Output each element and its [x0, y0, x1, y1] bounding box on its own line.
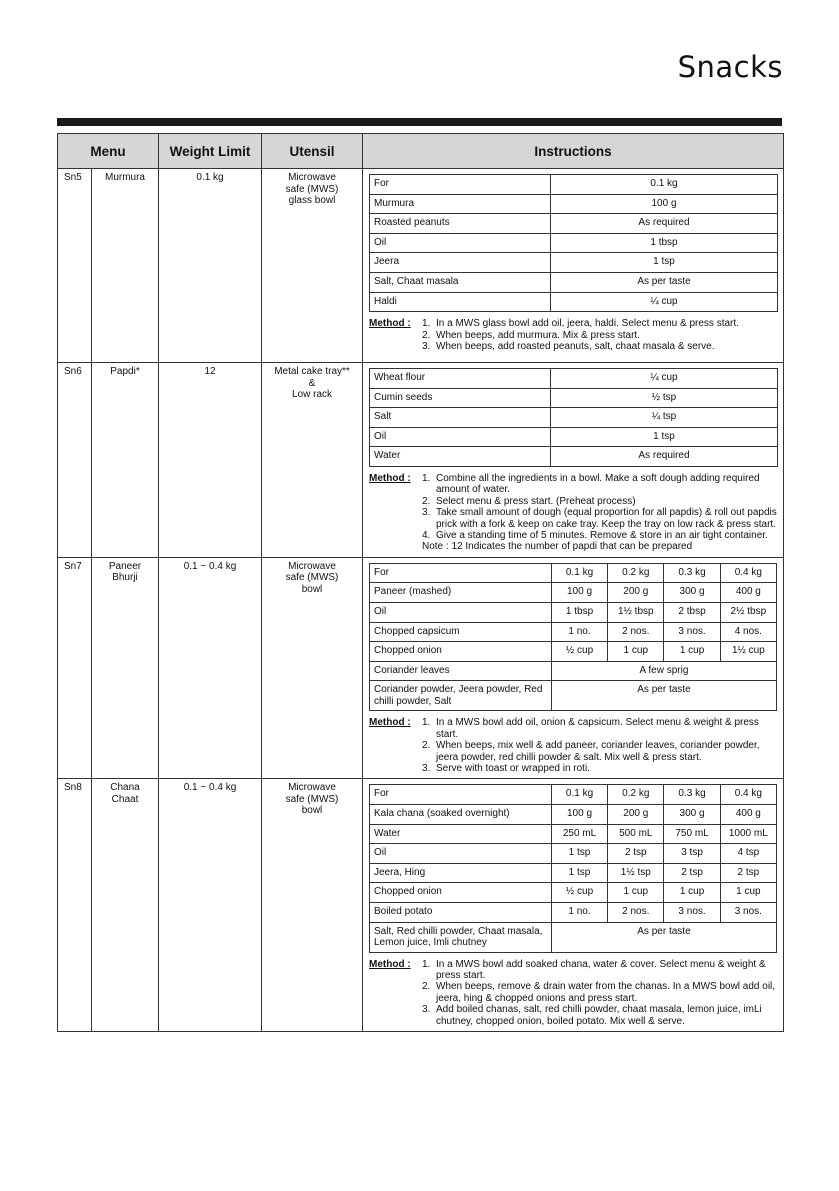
step-number: 2.: [422, 495, 431, 507]
utensil-line: bowl: [301, 583, 323, 595]
method-step: [422, 507, 778, 530]
method-step: [422, 473, 778, 496]
ingredient-name: Oil: [370, 603, 552, 623]
ingredient-row: [370, 214, 778, 234]
step-text: Take small amount of dough (equal proportion for all papdis) & roll out papdis prick with a fork & keep on cake tray. Keep the tray on low rack & press start.: [436, 507, 777, 530]
ingredient-row: [370, 681, 777, 711]
method-block: [369, 473, 778, 541]
step-number: 3.: [422, 507, 431, 519]
utensil-line: Low rack: [291, 389, 332, 400]
ingredient-amount: As per taste: [551, 681, 776, 711]
ingredient-amount: 0.3 kg: [664, 563, 720, 583]
ingredient-amount: 1 cup: [608, 883, 664, 903]
step-text: When beeps, add roasted peanuts, salt, chaat masala & serve.: [436, 340, 715, 352]
ingredient-amount: 1 no.: [551, 622, 607, 642]
recipe-code: Sn6: [58, 363, 92, 558]
ingredient-amount: 300 g: [664, 805, 720, 825]
ingredient-amount: ½ cup: [551, 642, 607, 662]
step-text: In a MWS glass bowl add oil, jeera, haldi. Select menu & press start.: [436, 318, 739, 330]
ingredient-name: Haldi: [370, 292, 551, 312]
step-number: 3.: [422, 1004, 431, 1016]
recipe-utensil: [262, 779, 363, 1032]
recipe-name-line: Paneer: [108, 560, 142, 572]
utensil-line: Microwave: [288, 782, 336, 794]
step-number: 1.: [422, 717, 431, 729]
ingredient-row: [370, 824, 777, 844]
ingredient-name: Kala chana (soaked overnight): [370, 805, 552, 825]
ingredient-amount: 1 tsp: [551, 253, 778, 273]
utensil-line: safe (MWS): [285, 183, 339, 195]
ingredients-table: [369, 784, 777, 952]
ingredient-name: Roasted peanuts: [370, 214, 551, 234]
ingredient-amount: 2½ tbsp: [720, 603, 776, 623]
ingredient-row: [370, 253, 778, 273]
ingredient-amount: 2 tsp: [608, 844, 664, 864]
ingredient-row: [370, 369, 778, 389]
utensil-line: glass bowl: [288, 195, 336, 206]
ingredient-amount: 1 tsp: [551, 427, 778, 447]
ingredient-amount: ½ tsp: [551, 388, 778, 408]
ingredient-amount: 1 cup: [720, 883, 776, 903]
recipe-table: [57, 133, 784, 1032]
method-step: [422, 330, 778, 341]
utensil-line: Microwave: [288, 172, 336, 183]
ingredient-name: Water: [370, 447, 551, 467]
ingredient-amount: 1 cup: [664, 642, 720, 662]
ingredient-row: [370, 408, 778, 428]
ingredient-name: Chopped onion: [370, 642, 552, 662]
ingredient-name: Coriander leaves: [370, 661, 552, 681]
recipe-weight-limit: 0.1 ~ 0.4 kg: [159, 557, 262, 779]
ingredient-name: Oil: [370, 233, 551, 253]
ingredient-row: [370, 844, 777, 864]
method-label: Method :: [369, 958, 411, 970]
method-step: [422, 318, 778, 329]
ingredient-amount: 2 tsp: [720, 863, 776, 883]
step-text: In a MWS bowl add soaked chana, water & cover. Select menu & weight & press start.: [436, 958, 766, 981]
method-step: [422, 740, 778, 763]
ingredient-amount: 0.4 kg: [720, 785, 776, 805]
recipe-name: [92, 169, 159, 363]
ingredients-table: [369, 368, 778, 467]
method-block: [369, 717, 778, 774]
ingredient-row: [370, 661, 777, 681]
table-header-row: [58, 134, 784, 169]
ingredient-name: Salt, Chaat masala: [370, 272, 551, 292]
method-step: [422, 1004, 778, 1027]
step-number: 2.: [422, 981, 431, 993]
recipe-name-line: Chaat: [111, 793, 139, 805]
recipe-row: [58, 557, 784, 779]
ingredient-name: Water: [370, 824, 552, 844]
ingredient-amount: 300 g: [664, 583, 720, 603]
step-text: Combine all the ingredients in a bowl. Make a soft dough adding required amount of water.: [436, 472, 760, 496]
ingredient-name: For: [370, 175, 551, 195]
recipe-instructions: [363, 779, 784, 1032]
utensil-line: Metal cake tray**: [274, 366, 350, 377]
ingredient-name: Wheat flour: [370, 369, 551, 389]
recipe-code: Sn7: [58, 557, 92, 779]
method-step: [422, 496, 778, 507]
ingredient-row: [370, 233, 778, 253]
recipe-instructions: [363, 169, 784, 363]
ingredient-row: [370, 805, 777, 825]
ingredient-amount: 0.2 kg: [608, 785, 664, 805]
recipe-instructions: [363, 363, 784, 558]
ingredient-name: Cumin seeds: [370, 388, 551, 408]
ingredient-name: Oil: [370, 844, 552, 864]
header-weight-limit: Weight Limit: [159, 134, 262, 169]
recipe-row: [58, 779, 784, 1032]
ingredient-amount: 2 tsp: [664, 863, 720, 883]
ingredient-amount: 1 tbsp: [551, 233, 778, 253]
ingredient-amount: 100 g: [551, 805, 607, 825]
recipe-instructions: [363, 557, 784, 779]
ingredient-amount: 2 tbsp: [664, 603, 720, 623]
header-instructions: Instructions: [363, 134, 784, 169]
method-step: [422, 763, 778, 774]
ingredient-amount: 0.1 kg: [551, 563, 607, 583]
title-rule: [57, 118, 782, 126]
ingredient-amount: 1½ tsp: [608, 863, 664, 883]
method-block: [369, 959, 778, 1027]
ingredient-name: Oil: [370, 427, 551, 447]
ingredient-amount: 500 mL: [608, 824, 664, 844]
step-text: Add boiled chanas, salt, red chilli powder, chaat masala, lemon juice, imLi chutney, chopped onion, boiled potato. Mix well & serve.: [436, 1004, 762, 1027]
ingredient-amount: 250 mL: [551, 824, 607, 844]
recipe-weight-limit: 0.1 ~ 0.4 kg: [159, 779, 262, 1032]
ingredient-amount: 1000 mL: [720, 824, 776, 844]
step-number: 1.: [422, 318, 431, 330]
ingredient-amount: 200 g: [608, 583, 664, 603]
ingredient-amount: 0.1 kg: [551, 175, 778, 195]
recipe-name-line: Murmura: [104, 172, 145, 183]
step-number: 1.: [422, 472, 431, 484]
ingredient-name: Salt: [370, 408, 551, 428]
ingredient-amount: 1 no.: [551, 902, 607, 922]
ingredient-row: [370, 194, 778, 214]
ingredient-row: [370, 388, 778, 408]
step-text: Select menu & press start. (Preheat process): [436, 495, 636, 507]
ingredient-row: [370, 922, 777, 952]
ingredient-name: Paneer (mashed): [370, 583, 552, 603]
ingredient-name: Chopped onion: [370, 883, 552, 903]
ingredient-row: [370, 642, 777, 662]
ingredient-amount: 4 nos.: [720, 622, 776, 642]
ingredient-row: [370, 622, 777, 642]
ingredient-amount: 1½ cup: [720, 642, 776, 662]
recipe-name: [92, 557, 159, 779]
method-step: [422, 981, 778, 1004]
ingredient-name: Jeera: [370, 253, 551, 273]
ingredient-amount: As per taste: [551, 272, 778, 292]
method-label: Method :: [369, 717, 411, 729]
recipe-name-line: Bhurji: [112, 572, 138, 584]
ingredient-amount: ¼ tsp: [551, 408, 778, 428]
ingredient-amount: 3 nos.: [664, 902, 720, 922]
recipe-body: [58, 169, 784, 1032]
ingredient-amount: 0.4 kg: [720, 563, 776, 583]
ingredient-amount: 1 cup: [664, 883, 720, 903]
ingredient-name: Salt, Red chilli powder, Chaat masala, Lemon juice, Imli chutney: [370, 922, 552, 952]
ingredient-amount: 3 nos.: [720, 902, 776, 922]
method-steps: [422, 318, 778, 352]
ingredient-amount: 1½ tbsp: [608, 603, 664, 623]
header-menu: Menu: [58, 134, 159, 169]
recipe-name: [92, 363, 159, 558]
utensil-line: Microwave: [288, 560, 336, 572]
ingredient-amount: 0.2 kg: [608, 563, 664, 583]
ingredient-row: [370, 603, 777, 623]
recipe-row: [58, 169, 784, 363]
step-text: In a MWS bowl add oil, onion & capsicum. Select menu & weight & press start.: [436, 717, 759, 740]
recipe-name-line: Papdi*: [110, 366, 140, 377]
ingredient-name: For: [370, 785, 552, 805]
ingredient-amount: 400 g: [720, 583, 776, 603]
step-text: When beeps, add murmura. Mix & press start.: [436, 329, 640, 341]
recipe-note: Note : 12 Indicates the number of papdi that can be prepared: [422, 541, 693, 553]
method-steps: [422, 717, 778, 774]
method-steps: [422, 473, 778, 541]
ingredient-row: [370, 563, 777, 583]
ingredient-row: [370, 292, 778, 312]
ingredient-name: For: [370, 563, 552, 583]
ingredient-amount: 1 tsp: [551, 844, 607, 864]
ingredient-amount: 1 tsp: [551, 863, 607, 883]
step-number: 2.: [422, 329, 431, 341]
method-label: Method :: [369, 318, 411, 330]
ingredient-amount: ¼ cup: [551, 369, 778, 389]
ingredient-amount: 2 nos.: [608, 902, 664, 922]
ingredient-name: Jeera, Hing: [370, 863, 552, 883]
method-block: [369, 318, 778, 352]
method-steps: [422, 959, 778, 1027]
ingredient-amount: As required: [551, 447, 778, 467]
ingredient-row: [370, 175, 778, 195]
method-label: Method :: [369, 472, 411, 484]
step-text: Give a standing time of 5 minutes. Remove & store in an air tight container.: [436, 530, 768, 541]
ingredient-row: [370, 902, 777, 922]
method-step: [422, 341, 778, 352]
recipe-utensil: [262, 363, 363, 558]
ingredient-amount: As per taste: [551, 922, 776, 952]
recipe-weight-limit: 0.1 kg: [159, 169, 262, 363]
ingredient-amount: 400 g: [720, 805, 776, 825]
ingredient-row: [370, 863, 777, 883]
ingredient-amount: 2 nos.: [608, 622, 664, 642]
ingredient-row: [370, 447, 778, 467]
ingredient-row: [370, 272, 778, 292]
ingredient-amount: 200 g: [608, 805, 664, 825]
ingredient-name: Coriander powder, Jeera powder, Red chilli powder, Salt: [370, 681, 552, 711]
header-utensil: Utensil: [262, 134, 363, 169]
ingredient-amount: A few sprig: [551, 661, 776, 681]
ingredient-row: [370, 583, 777, 603]
utensil-line: bowl: [301, 805, 323, 817]
recipe-row: [58, 363, 784, 558]
utensil-line: safe (MWS): [285, 793, 339, 805]
recipe-code: Sn5: [58, 169, 92, 363]
ingredient-row: [370, 785, 777, 805]
recipe-weight-limit: 12: [159, 363, 262, 558]
ingredient-amount: 3 nos.: [664, 622, 720, 642]
ingredient-amount: 1 cup: [608, 642, 664, 662]
page-title: Snacks: [677, 50, 783, 84]
ingredient-amount: As required: [551, 214, 778, 234]
ingredient-row: [370, 427, 778, 447]
recipe-name-line: Chana: [110, 782, 140, 794]
ingredient-amount: ½ cup: [551, 883, 607, 903]
step-number: 2.: [422, 740, 431, 752]
ingredient-amount: ¼ cup: [551, 292, 778, 312]
ingredient-amount: 100 g: [551, 583, 607, 603]
step-number: 1.: [422, 958, 431, 970]
ingredient-amount: 3 tsp: [664, 844, 720, 864]
step-number: 3.: [422, 340, 431, 352]
ingredient-amount: 750 mL: [664, 824, 720, 844]
utensil-line: safe (MWS): [285, 572, 339, 584]
method-step: [422, 959, 778, 982]
ingredient-name: Murmura: [370, 194, 551, 214]
ingredient-amount: 1 tbsp: [551, 603, 607, 623]
recipe-name: [92, 779, 159, 1032]
ingredient-name: Boiled potato: [370, 902, 552, 922]
ingredient-amount: 0.1 kg: [551, 785, 607, 805]
recipe-utensil: [262, 169, 363, 363]
ingredients-table: [369, 563, 777, 712]
ingredient-amount: 4 tsp: [720, 844, 776, 864]
recipe-utensil: [262, 557, 363, 779]
ingredients-table: [369, 174, 778, 312]
ingredient-name: Chopped capsicum: [370, 622, 552, 642]
method-step: [422, 530, 778, 541]
step-text: When beeps, remove & drain water from the chanas. In a MWS bowl add oil, jeera, hing & chopped onions and press start.: [436, 981, 776, 1004]
recipe-code: Sn8: [58, 779, 92, 1032]
method-step: [422, 717, 778, 740]
ingredient-row: [370, 883, 777, 903]
step-text: When beeps, mix well & add paneer, coriander leaves, coriander powder, jeera powder, red chilli powder & salt. Mix well & press start.: [436, 740, 760, 763]
utensil-line: &: [308, 377, 316, 389]
ingredient-amount: 100 g: [551, 194, 778, 214]
step-text: Serve with toast or wrapped in roti.: [436, 763, 590, 774]
ingredient-amount: 0.3 kg: [664, 785, 720, 805]
step-number: 4.: [422, 530, 431, 541]
step-number: 3.: [422, 763, 431, 774]
